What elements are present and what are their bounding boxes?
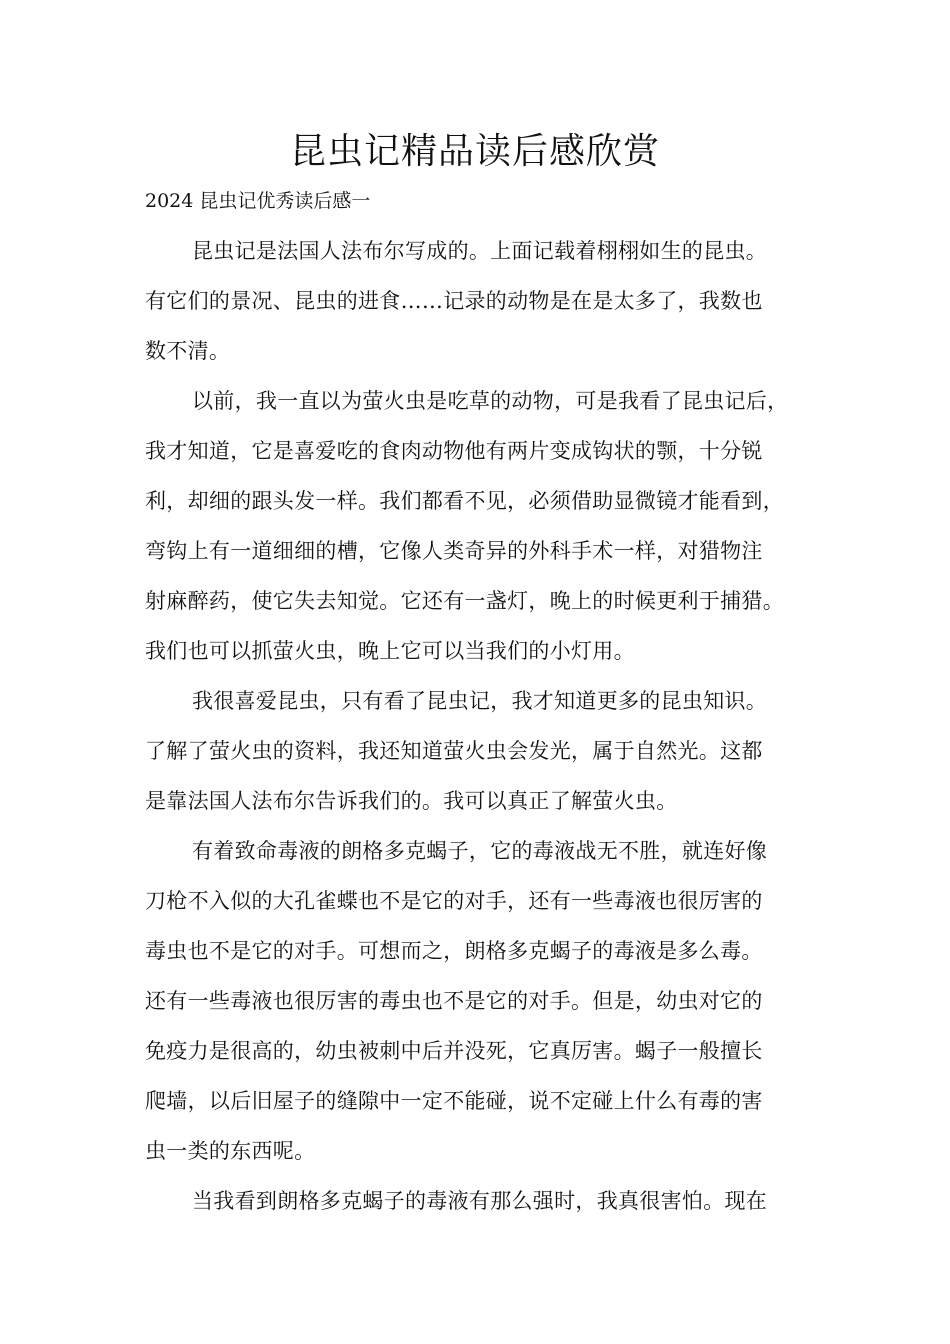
document-title: 昆虫记精品读后感欣赏 bbox=[289, 131, 660, 172]
text-line: 昆虫记是法国人法布尔写成的。上面记载着栩栩如生的昆虫。 bbox=[192, 239, 768, 263]
text-line: 爬墙，以后旧屋子的缝隙中一定不能碰，说不定碰上什么有毒的害 bbox=[145, 1089, 763, 1113]
text-line: 以前，我一直以为萤火虫是吃草的动物，可是我看了昆虫记后， bbox=[192, 389, 789, 413]
text-line: 我才知道，它是喜爱吃的食肉动物他有两片变成钩状的颚，十分锐 bbox=[145, 439, 763, 463]
text-line: 当我看到朗格多克蝎子的毒液有那么强时，我真很害怕。现在 bbox=[192, 1189, 768, 1213]
text-line: 弯钩上有一道细细的槽，它像人类奇异的外科手术一样，对猎物注 bbox=[145, 539, 763, 563]
text-line: 还有一些毒液也很厉害的毒虫也不是它的对手。但是，幼虫对它的 bbox=[145, 989, 763, 1013]
text-line: 了解了萤火虫的资料，我还知道萤火虫会发光，属于自然光。这都 bbox=[145, 739, 763, 763]
text-line: 是靠法国人法布尔告诉我们的。我可以真正了解萤火虫。 bbox=[145, 789, 678, 813]
text-line: 免疫力是很高的，幼虫被刺中后并没死，它真厉害。蝎子一般擅长 bbox=[145, 1039, 763, 1063]
text-line: 有着致命毒液的朗格多克蝎子，它的毒液战无不胜，就连好像 bbox=[192, 839, 768, 863]
text-line: 数不清。 bbox=[145, 339, 231, 363]
text-line: 有它们的景况、昆虫的进食……记录的动物是在是太多了，我数也 bbox=[145, 289, 763, 313]
text-line: 我们也可以抓萤火虫，晚上它可以当我们的小灯用。 bbox=[145, 639, 635, 663]
text-line: 我很喜爱昆虫，只有看了昆虫记，我才知道更多的昆虫知识。 bbox=[192, 689, 768, 713]
text-line: 毒虫也不是它的对手。可想而之，朗格多克蝎子的毒液是多么毒。 bbox=[145, 939, 763, 963]
text-line: 射麻醉药，使它失去知觉。它还有一盏灯，晚上的时候更利于捕猎。 bbox=[145, 589, 784, 613]
text-line: 刀枪不入似的大孔雀蝶也不是它的对手，还有一些毒液也很厉害的 bbox=[145, 889, 763, 913]
section-heading: 2024 昆虫记优秀读后感一 bbox=[145, 190, 371, 212]
text-line: 虫一类的东西呢。 bbox=[145, 1139, 316, 1163]
text-line: 利，却细的跟头发一样。我们都看不见，必须借助显微镜才能看到， bbox=[145, 489, 784, 513]
